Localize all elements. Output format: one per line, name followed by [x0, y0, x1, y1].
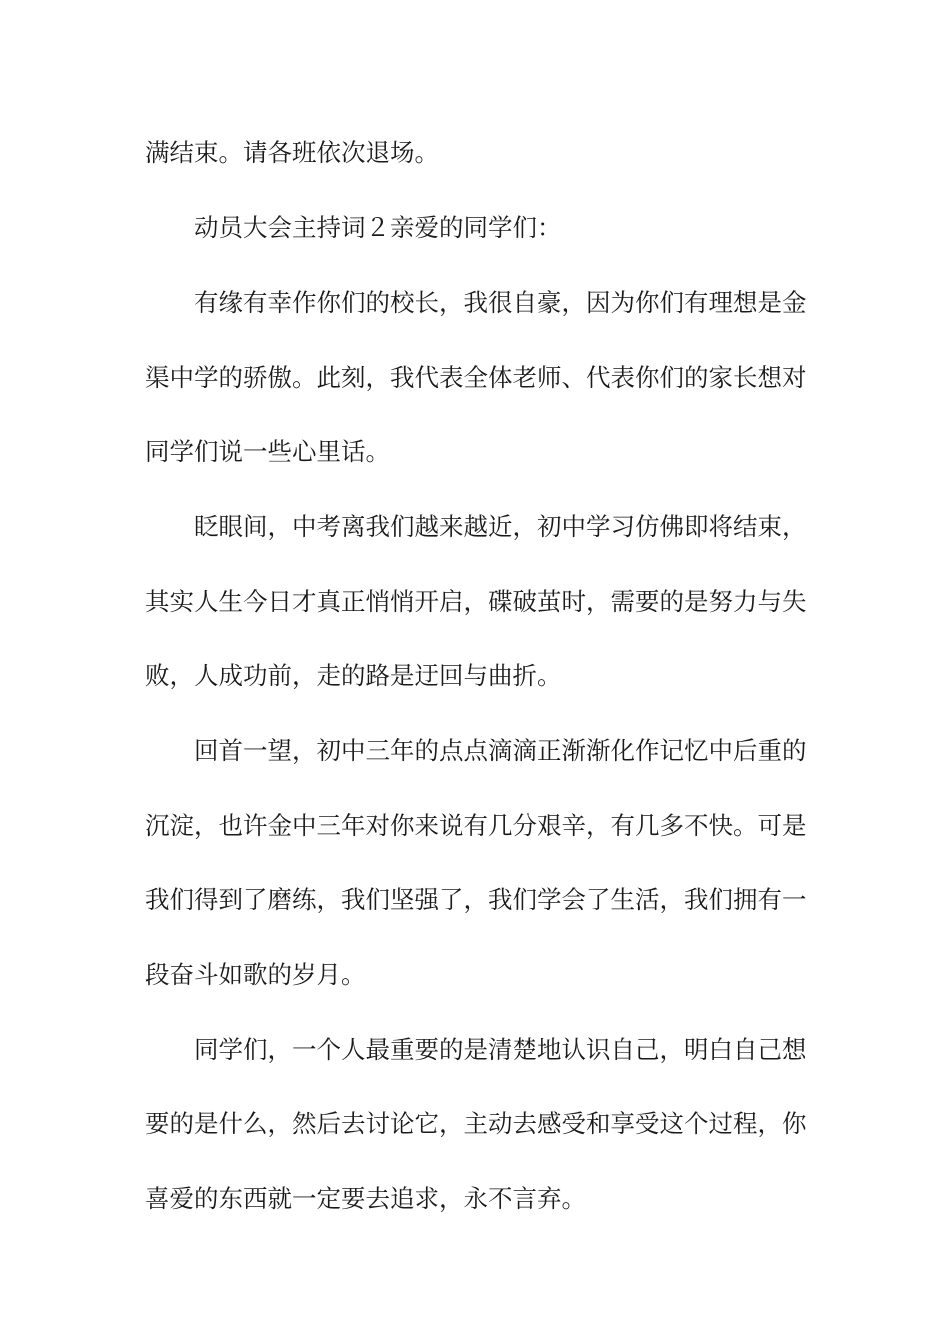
- text-line: 段奋斗如歌的岁月。: [145, 960, 366, 989]
- text-line: 要的是什么，然后去讨论它，主动去感受和享受这个过程，你: [145, 1109, 807, 1138]
- text-line: 满结束。请各班依次退场。: [145, 138, 439, 167]
- text-line: 回首一望，初中三年的点点滴滴正渐渐化作记忆中后重的: [194, 736, 807, 765]
- text-line: 眨眼间，中考离我们越来越近，初中学习仿佛即将结束，: [194, 512, 807, 541]
- text-line: 同学们说一些心里话。: [145, 437, 390, 466]
- paragraph-heading: 动员大会主持词２亲爱的同学们：: [194, 213, 562, 242]
- text-line: 其实人生今日才真正悄悄开启，碟破茧时，需要的是努力与失: [145, 587, 807, 616]
- text-line: 沉淀，也许金中三年对你来说有几分艰辛，有几多不快。可是: [145, 811, 807, 840]
- text-line: 渠中学的骄傲。此刻，我代表全体老师、代表你们的家长想对: [145, 363, 807, 392]
- text-line: 有缘有幸作你们的校长，我很自豪，因为你们有理想是金: [194, 288, 807, 317]
- text-line: 败，人成功前，走的路是迂回与曲折。: [145, 661, 562, 690]
- text-line: 我们得到了磨练，我们坚强了，我们学会了生活，我们拥有一: [145, 885, 807, 914]
- text-line: 同学们，一个人最重要的是清楚地认识自己，明白自己想: [194, 1035, 807, 1064]
- text-line: 喜爱的东西就一定要去追求，永不言弃。: [145, 1184, 586, 1213]
